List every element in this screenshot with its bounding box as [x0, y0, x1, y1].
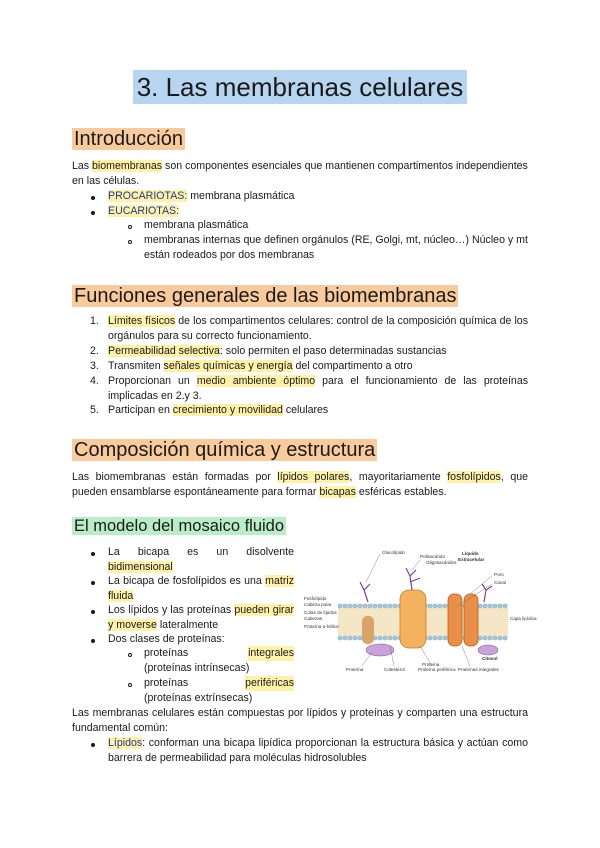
text: esféricas estables.: [355, 485, 447, 498]
phospholipid-head: [363, 604, 367, 608]
phospholipid-head: [343, 604, 347, 608]
phospholipid-head: [498, 604, 502, 608]
phospholipid-head: [428, 604, 432, 608]
label-glucolipido: Glucolípido: [382, 550, 405, 555]
heading-funciones-text: Funciones generales de las biomembranas: [74, 285, 457, 307]
phospholipid-head: [358, 604, 362, 608]
heading-composicion: [72, 437, 377, 463]
phospholipid-head: [443, 636, 447, 640]
text: : solo permiten el paso determinadas sustancias: [219, 345, 447, 357]
phospholipid-head: [383, 636, 387, 640]
heading-funciones: [72, 283, 458, 309]
bullet-dot: [91, 552, 95, 556]
list-number: 3.: [90, 360, 99, 372]
label-colas: Colas de lípidos: [304, 610, 337, 615]
list-item-limites: [108, 314, 528, 343]
highlight-bicapas: bicapas: [319, 485, 356, 498]
label-capa: Capa lipídica: [510, 616, 537, 621]
label-fosfolipido: Fosfolípido: [304, 596, 327, 601]
text: de los compartimentos celulares: control de la composición química de los orgánulos para su correcto funcionamiento.: [108, 315, 528, 342]
highlight-procariotas: PROCARIOTAS:: [108, 190, 188, 202]
text: lateralmente: [156, 618, 219, 631]
text: La bicapa es un disolvente: [108, 546, 294, 558]
text: proteínas: [144, 677, 189, 689]
phospholipid-head: [478, 636, 482, 640]
bullet-dot: [91, 610, 95, 614]
highlight-senales: señales químicas y energía: [163, 360, 293, 372]
phospholipid-head: [483, 636, 487, 640]
label-cabezas: Cabezas: [304, 616, 323, 621]
sub-bullet-perifericas: [144, 676, 294, 705]
highlight-integrales: integrales: [248, 647, 294, 659]
phospholipid-head: [503, 636, 507, 640]
text: Proporcionan un: [108, 375, 197, 387]
text: La bicapa de fosfolípidos es una: [108, 575, 266, 587]
highlight-bidimensional: bidimensional: [108, 560, 173, 573]
bullet-matriz-fluida: [108, 574, 294, 603]
highlight-medio: medio ambiente óptimo: [196, 375, 316, 387]
bullet-bidimensional: [108, 545, 294, 574]
phospholipid-head: [493, 636, 497, 640]
highlight-perifericas: periféricas: [245, 677, 294, 689]
highlight-matriz-fluida: matriz fluida: [108, 575, 294, 602]
phospholipid-head: [343, 636, 347, 640]
bullet-dot: [91, 743, 95, 747]
peripheral-protein: [478, 645, 498, 655]
text: Las biomembranas están formadas por: [72, 471, 278, 483]
phospholipid-head: [438, 604, 442, 608]
bullet-dot: [91, 581, 95, 585]
phospholipid-head: [348, 604, 352, 608]
highlight-biomembranas: biomembranas: [92, 160, 163, 172]
bullet-eucariotas: [108, 204, 528, 219]
highlight-lipidos-polares: lípidos polares: [277, 471, 350, 483]
phospholipid-head: [433, 636, 437, 640]
highlight-eucariotas: EUCARIOTAS:: [108, 205, 180, 217]
phospholipid-head: [388, 604, 392, 608]
text: del compartimento a otro: [292, 360, 413, 372]
phospholipid-head: [428, 636, 432, 640]
text: (proteínas extrínsecas): [144, 691, 253, 704]
phospholipid-head: [338, 604, 342, 608]
protein: [362, 616, 374, 644]
phospholipid-head: [488, 604, 492, 608]
bullet-dos-clases: Dos clases de proteínas:: [108, 633, 225, 645]
text: Las: [72, 160, 93, 172]
heading-introduccion: [72, 126, 185, 152]
page-title: [0, 71, 600, 103]
phospholipid-head: [478, 604, 482, 608]
text: proteínas: [144, 647, 189, 659]
label-liquido: Líquido: [462, 551, 479, 556]
intro-paragraph: [72, 159, 528, 188]
phospholipid-head: [488, 636, 492, 640]
sub-bullet-circle: [128, 683, 132, 687]
phospholipid-head: [378, 604, 382, 608]
list-item-crecimiento: [108, 403, 528, 418]
list-item-permeabilidad: [108, 344, 528, 359]
heading-mosaico-text: El modelo del mosaico fluido: [74, 517, 285, 535]
highlight-crecimiento: crecimiento y movilidad: [172, 404, 283, 416]
phospholipid-head: [483, 604, 487, 608]
bullet-lipidos: [108, 736, 528, 765]
bullet-girar-moverse: [108, 603, 294, 632]
phospholipid-head: [373, 604, 377, 608]
text: , mayoritariamente: [349, 471, 448, 483]
label-proteina-periferica: Proteína periférica: [418, 667, 456, 672]
phospholipid-head: [348, 636, 352, 640]
text: Participan en: [108, 404, 173, 416]
sub-bullet-perifericas-line: [144, 676, 294, 691]
highlight-girar-moverse: pueden girar y moverse: [108, 604, 294, 631]
phospholipid-head: [358, 636, 362, 640]
integral-protein: [400, 590, 426, 648]
mosaico-paragraph: Las membranas celulares están compuestas por lípidos y proteínas y comparten una estructura fundamental común:: [72, 707, 528, 734]
highlight-lipidos: Lípidos: [108, 737, 143, 749]
sub-bullet-integrales-line: [144, 646, 294, 661]
text: son componentes esenciales que mantienen compartimentos independientes en las células.: [72, 160, 528, 187]
phospholipid-head: [438, 636, 442, 640]
phospholipid-head: [393, 604, 397, 608]
heading-introduccion-text: Introducción: [74, 128, 183, 150]
label-colesterol: Colesterol: [384, 667, 405, 672]
list-item-medio: [108, 374, 528, 403]
text: Transmiten: [108, 360, 164, 372]
text: celulares: [282, 404, 329, 416]
phospholipid-head: [368, 604, 372, 608]
heading-mosaico: [72, 515, 286, 537]
label-canal: Canal: [494, 580, 507, 585]
phospholipid-head: [378, 636, 382, 640]
integral-protein-channel: [464, 594, 478, 646]
sub-bullet-integrales: [144, 646, 294, 675]
text: , que pueden ensamblarse espontáneamente para formar: [72, 471, 529, 498]
sub-bullet-circle: [128, 653, 132, 657]
text: : conforman una bicapa lipídica proporcionan la estructura básica y actúan como barrera de permeabilidad para moléculas hidrosolubles: [108, 737, 528, 764]
phospholipid-head: [353, 604, 357, 608]
text: membrana plasmática: [187, 190, 295, 202]
membrane-diagram: [302, 546, 537, 674]
bullet-dot: [91, 211, 95, 215]
sub-bullet-membrana-plasmatica: membrana plasmática: [144, 219, 249, 231]
bullet-dot: [91, 639, 95, 643]
label-poro: Poro: [494, 572, 504, 577]
label-proteinas-integrales: Proteínas integrales: [458, 667, 499, 672]
heading-composicion-text: Composición química y estructura: [74, 439, 376, 461]
label-proteina-alfa: Proteína α-hélice: [304, 624, 339, 629]
bullet-procariotas: [108, 189, 528, 204]
list-number: 5.: [90, 404, 99, 416]
list-item-senales: [108, 359, 528, 374]
highlight-fosfolipidos: fosfolípidos: [447, 471, 501, 483]
list-number: 4.: [90, 375, 99, 387]
label-citosol: Citosol: [482, 656, 498, 661]
list-number: 2.: [90, 345, 99, 357]
text: para el funcionamiento de las proteínas implicadas en 2.y 3.: [108, 375, 529, 402]
label-polisacarido: Polisacárido: [420, 554, 446, 559]
label-oligosacaridos: Oligosacáridos: [426, 560, 457, 565]
phospholipid-head: [388, 636, 392, 640]
phospholipid-head: [393, 636, 397, 640]
page-title-text: 3. Las membranas celulares: [133, 70, 468, 104]
sub-bullet-membranas-internas: membranas internas que definen orgánulos (RE, Golgi, mt, núcleo…) Núcleo y mt están rodeados por dos membranas: [144, 234, 528, 261]
phospholipid-head: [383, 604, 387, 608]
phospholipid-head: [498, 636, 502, 640]
highlight-permeabilidad: Permeabilidad selectiva: [108, 345, 220, 357]
label-proteina-2: Proteína: [422, 662, 440, 667]
text: (proteínas intrínsecas): [144, 661, 250, 674]
phospholipid-head: [493, 604, 497, 608]
highlight-limites: Límites físicos: [108, 315, 176, 327]
phospholipid-head: [503, 604, 507, 608]
label-extracelular: Extracelular: [458, 557, 485, 562]
sub-bullet-circle: [128, 225, 132, 229]
phospholipid-head: [443, 604, 447, 608]
text: Los lípidos y las proteínas: [108, 604, 235, 616]
integral-protein-channel: [448, 594, 462, 646]
phospholipid-head: [338, 636, 342, 640]
list-number: 1.: [90, 315, 99, 327]
bullet-dot: [91, 196, 95, 200]
label-proteina-1: Proteína: [346, 667, 364, 672]
phospholipid-head: [353, 636, 357, 640]
label-cabeza: Cabeza polar: [304, 602, 332, 607]
sub-bullet-circle: [128, 240, 132, 244]
composicion-paragraph: [72, 470, 528, 499]
phospholipid-head: [433, 604, 437, 608]
